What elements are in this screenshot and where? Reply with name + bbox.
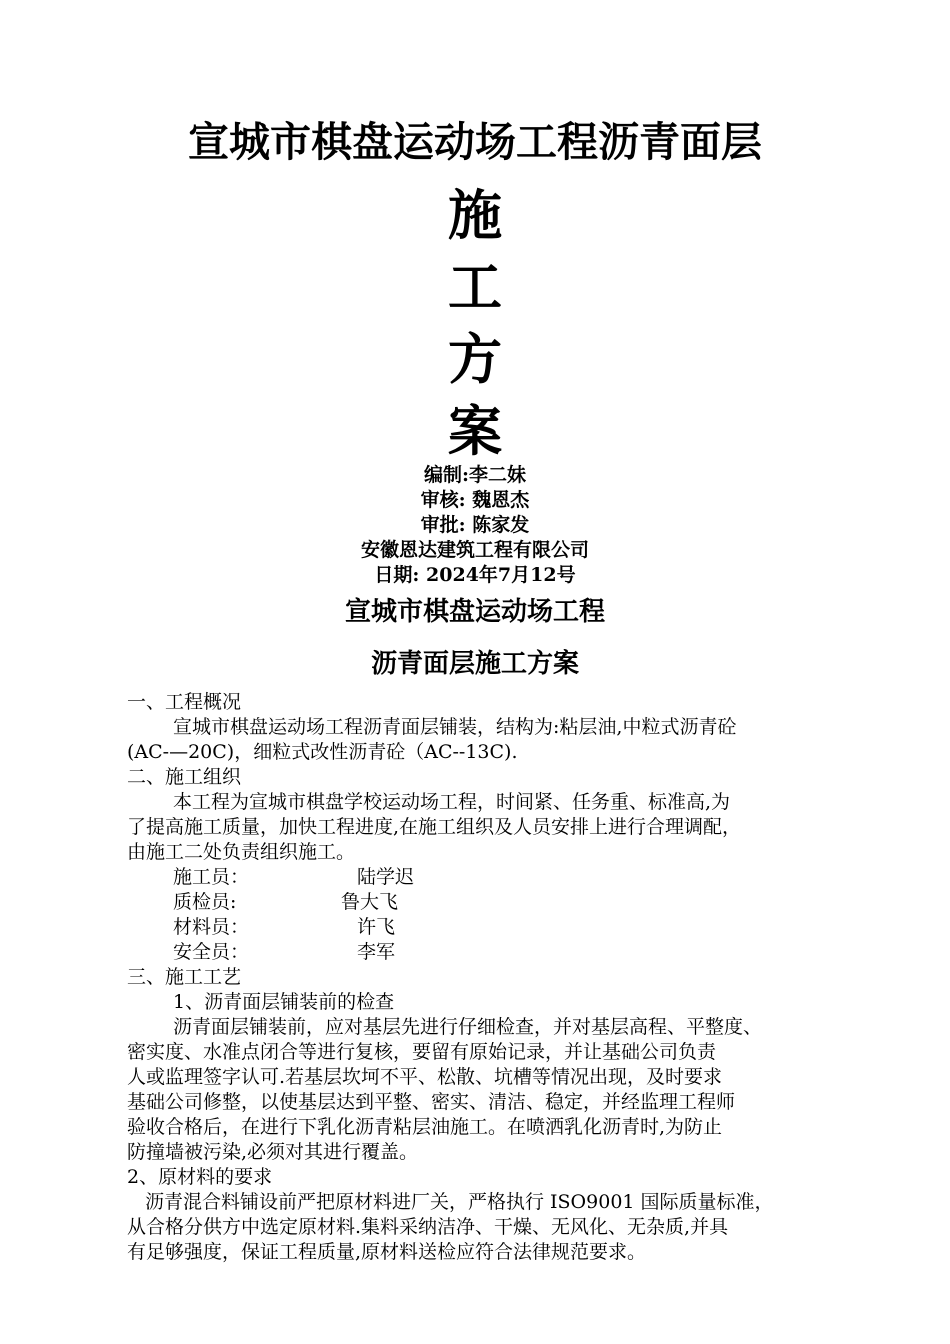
cover-vertical-char-1: 施 [448,183,502,247]
section3-sub2-line-2: 从合格分供方中选定原材料.集料采纳洁净、干燥、无风化、无杂质,并具 [127,1216,729,1238]
staff-role: 施工员： [173,866,250,888]
cover-vertical-char-4: 案 [448,399,502,463]
doc-title-line2: 沥青面层施工方案 [370,649,579,679]
doc-title-line1: 宣城市棋盘运动场工程 [344,597,605,627]
section2-line-2: 了提高施工质量，加快工程进度,在施工组织及人员安排上进行合理调配， [127,816,742,838]
cover-vertical-char-3: 方 [448,327,502,391]
staff-role: 安全员： [173,941,250,963]
section3-sub1-line-4: 基础公司修整，以使基层达到平整、密实、清洁、稳定，并经监理工程师 [127,1091,736,1113]
staff-name: 李军 [357,941,396,963]
section3-sub1-line-2: 密实度、水准点闭合等进行复核，要留有原始记录，并让基础公司负责 [127,1041,717,1063]
section3-sub1-line-6: 防撞墙被污染,必须对其进行覆盖。 [127,1141,419,1163]
staff-row [127,865,863,890]
staff-row [127,915,863,940]
cover-title: 宣城市棋盘运动场工程沥青面层 [188,118,762,166]
cover-vertical-char-2: 工 [448,255,502,319]
section1-line-1: 宣城市棋盘运动场工程沥青面层铺装，结构为:粘层油,中粒式沥青砼 [173,716,737,738]
staff-row [127,940,863,965]
staff-name: 许飞 [357,916,396,938]
staff-name: 鲁大飞 [341,891,399,913]
staff-row [127,890,863,915]
meta-editor: 编制:李二妹 [423,464,526,486]
staff-role: 材料员： [173,916,250,938]
section3-sub1-line-3: 人或监理签字认可.若基层坎坷不平、松散、坑槽等情况出现，及时要求 [127,1066,723,1088]
staff-name: 陆学迟 [357,866,415,888]
section3-sub2-line-3: 有足够强度，保证工程质量,原材料送检应符合法律规范要求。 [127,1241,647,1263]
meta-approver: 审批: 陈家发 [420,514,530,536]
meta-date: 日期: 2024年7月12号 [374,564,576,586]
section3-sub1-line-5: 验收合格后，在进行下乳化沥青粘层油施工。在喷洒乳化沥青时,为防止 [127,1116,723,1138]
section1-heading: 一、工程概况 [127,691,242,713]
section2-line-3: 由施工二处负责组织施工。 [127,841,356,863]
section3-sub1-heading: 1、沥青面层铺装前的检查 [173,991,395,1013]
section3-heading: 三、施工工艺 [127,966,242,988]
section2-line-1: 本工程为宣城市棋盘学校运动场工程，时间紧、任务重、标准高,为 [173,791,731,813]
staff-role: 质检员: [173,891,237,913]
section2-heading: 二、施工组织 [127,766,242,788]
doc-body [127,690,863,1265]
section3-sub2-heading: 2、原材料的要求 [127,1166,273,1188]
section1-line-2: (AC-—20C)，细粒式改性沥青砼（AC--13C). [127,741,518,763]
section3-sub2-line-1: 沥青混合料铺设前严把原材料进厂关，严格执行 ISO9001 国际质量标准， [145,1191,774,1213]
meta-company: 安徽恩达建筑工程有限公司 [360,539,589,561]
section3-sub1-line-1: 沥青面层铺装前，应对基层先进行仔细检查，并对基层高程、平整度、 [173,1016,763,1038]
meta-reviewer: 审核: 魏恩杰 [420,489,530,511]
